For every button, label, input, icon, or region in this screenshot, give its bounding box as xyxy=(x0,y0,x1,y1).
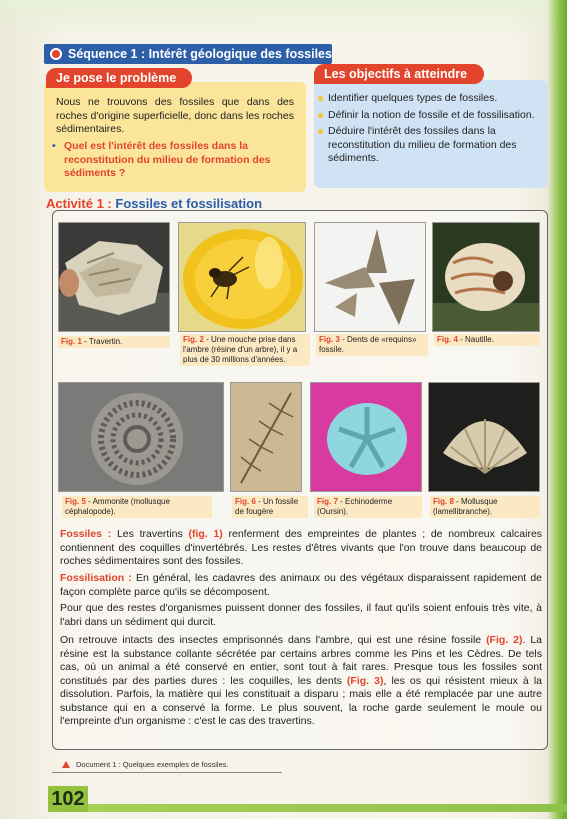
fig4-caption-text: - Nautille. xyxy=(460,335,494,344)
objectives-box xyxy=(314,80,548,188)
fig2-label: Fig. 2 xyxy=(183,335,204,344)
fig1-caption-text: - Travertin. xyxy=(84,337,123,346)
sequence-header xyxy=(44,44,332,64)
fig8-caption-text: - Mollusque (lamellibranche). xyxy=(433,497,498,516)
paragraph-fossilisation xyxy=(60,572,542,599)
problem-box xyxy=(44,82,306,192)
fig7-caption xyxy=(314,496,422,518)
sequence-title: Séquence 1 : Intérêt géologique des fossiles xyxy=(68,47,332,61)
objective-item: Identifier quelques types de fossiles. xyxy=(324,92,544,106)
document-caption xyxy=(62,760,229,769)
top-tint xyxy=(0,0,567,40)
fig5-label: Fig. 5 xyxy=(65,497,86,506)
fig5-caption xyxy=(62,496,212,518)
text-span: renferment des empreintes de plantes ; de nombreux calcaires contiennent des coquilles d'invertébrés. Les restes d'êtres vivants que l'on trouve dans beaucoup de roches sédimentaires sont des fossiles. xyxy=(60,528,543,567)
activity-heading xyxy=(46,196,262,211)
fig2-caption-text: - Une mouche prise dans l'ambre (résine d'un arbre), il y a plus de 30 millions d'années. xyxy=(183,335,298,364)
activity-title: Fossiles et fossilisation xyxy=(115,196,263,211)
text-span: , les os qui résistent mieux à la dissolution. Parfois, la matière qui les constituait a disparu ; mais elle a été remplacée par une autre substance qui en a conservé la forme. Le plus souvent, la roche garde seulement le moule ou l'empreinte d'un organisme : c'est le cas des travertins. xyxy=(60,674,542,727)
figure-reference: (Fig. 2) xyxy=(486,634,523,646)
fig2-amber-image xyxy=(178,222,306,332)
keyword-fossilisation: Fossilisation : xyxy=(60,572,132,584)
fig3-caption-text: - Dents de «requins» fossile. xyxy=(319,335,417,354)
fig1-caption xyxy=(58,336,170,348)
fig1-label: Fig. 1 xyxy=(61,337,82,346)
fig4-label: Fig. 4 xyxy=(437,335,458,344)
objectives-label: Les objectifs à atteindre xyxy=(314,64,484,84)
text-span: On retrouve intacts des insectes emprisonnés dans l'ambre, qui est une résine fossile xyxy=(60,634,482,646)
paragraph-amber xyxy=(60,634,542,729)
problem-label: Je pose le problème xyxy=(46,68,192,88)
figure-reference: (fig. 1) xyxy=(188,528,223,540)
fig8-bivalve-image xyxy=(428,382,540,492)
triangle-icon xyxy=(62,761,70,768)
paragraph-burial: Pour que des restes d'organismes puissent donner des fossiles, il faut qu'ils soient enfouis très vite, à l'abri dans un sédiment qui durcit. xyxy=(60,602,542,628)
fig6-caption xyxy=(232,496,308,518)
footer-bar xyxy=(88,804,567,812)
objective-item: Déduire l'intérêt des fossiles dans la reconstitution du milieu de formation des sédiments. xyxy=(324,125,544,166)
problem-text: Nous ne trouvons des fossiles que dans des roches d'origine superficielle, donc dans les roches sédimentaires. xyxy=(56,96,294,135)
green-page-edge xyxy=(547,0,567,819)
fig4-nautilus-image xyxy=(432,222,540,332)
fig7-sea-urchin-image xyxy=(310,382,422,492)
activity-number: Activité 1 : xyxy=(46,196,112,211)
fig7-caption-text: - Echinoderme (Oursin). xyxy=(317,497,393,516)
fig5-ammonite-image xyxy=(58,382,224,492)
fig3-shark-teeth-image xyxy=(314,222,426,332)
figure-reference: (Fig. 3) xyxy=(346,674,384,687)
divider xyxy=(52,772,282,773)
bullet-dot-icon xyxy=(50,48,62,60)
problem-question: • Quel est l'intérêt des fossiles dans la reconstitution du milieu de formation des sédiments ? xyxy=(64,140,292,181)
text-span: En général, les cadavres des animaux ou des végétaux disparaissent rapidement de façon complète parce qu'ils se décomposent. xyxy=(60,572,543,598)
objectives-list xyxy=(324,92,544,169)
fig1-travertin-image xyxy=(58,222,170,332)
fig6-label: Fig. 6 xyxy=(235,497,256,506)
page-number: 102 xyxy=(48,786,88,812)
fig5-caption-text: - Ammonite (mollusque céphalopode). xyxy=(65,497,170,516)
paragraph-fossiles xyxy=(60,528,542,569)
fig3-label: Fig. 3 xyxy=(319,335,340,344)
fig4-caption xyxy=(434,334,540,346)
objective-item: Définir la notion de fossile et de fossilisation. xyxy=(324,109,544,123)
fig8-caption xyxy=(430,496,540,518)
fig6-fern-image xyxy=(230,382,302,492)
fig7-label: Fig. 7 xyxy=(317,497,338,506)
fig3-caption xyxy=(316,334,428,356)
document-caption-text: Document 1 : Quelques exemples de fossiles. xyxy=(76,760,229,769)
text-span: Les travertins xyxy=(116,528,183,540)
fig8-label: Fig. 8 xyxy=(433,497,454,506)
keyword-fossiles: Fossiles : xyxy=(60,528,112,540)
text-span: . La résine est la substance collante sécrétée par certains arbres comme les Pins et les Cèdres. De tels cas, où un animal a été conservé en entier, sont tout à fait rares. Presque tous les fossiles sont constitués par des parties dures : les coquilles, les dents xyxy=(60,634,542,687)
fig2-caption xyxy=(180,334,310,366)
fig6-caption-text: - Un fossile de fougère xyxy=(235,497,299,516)
